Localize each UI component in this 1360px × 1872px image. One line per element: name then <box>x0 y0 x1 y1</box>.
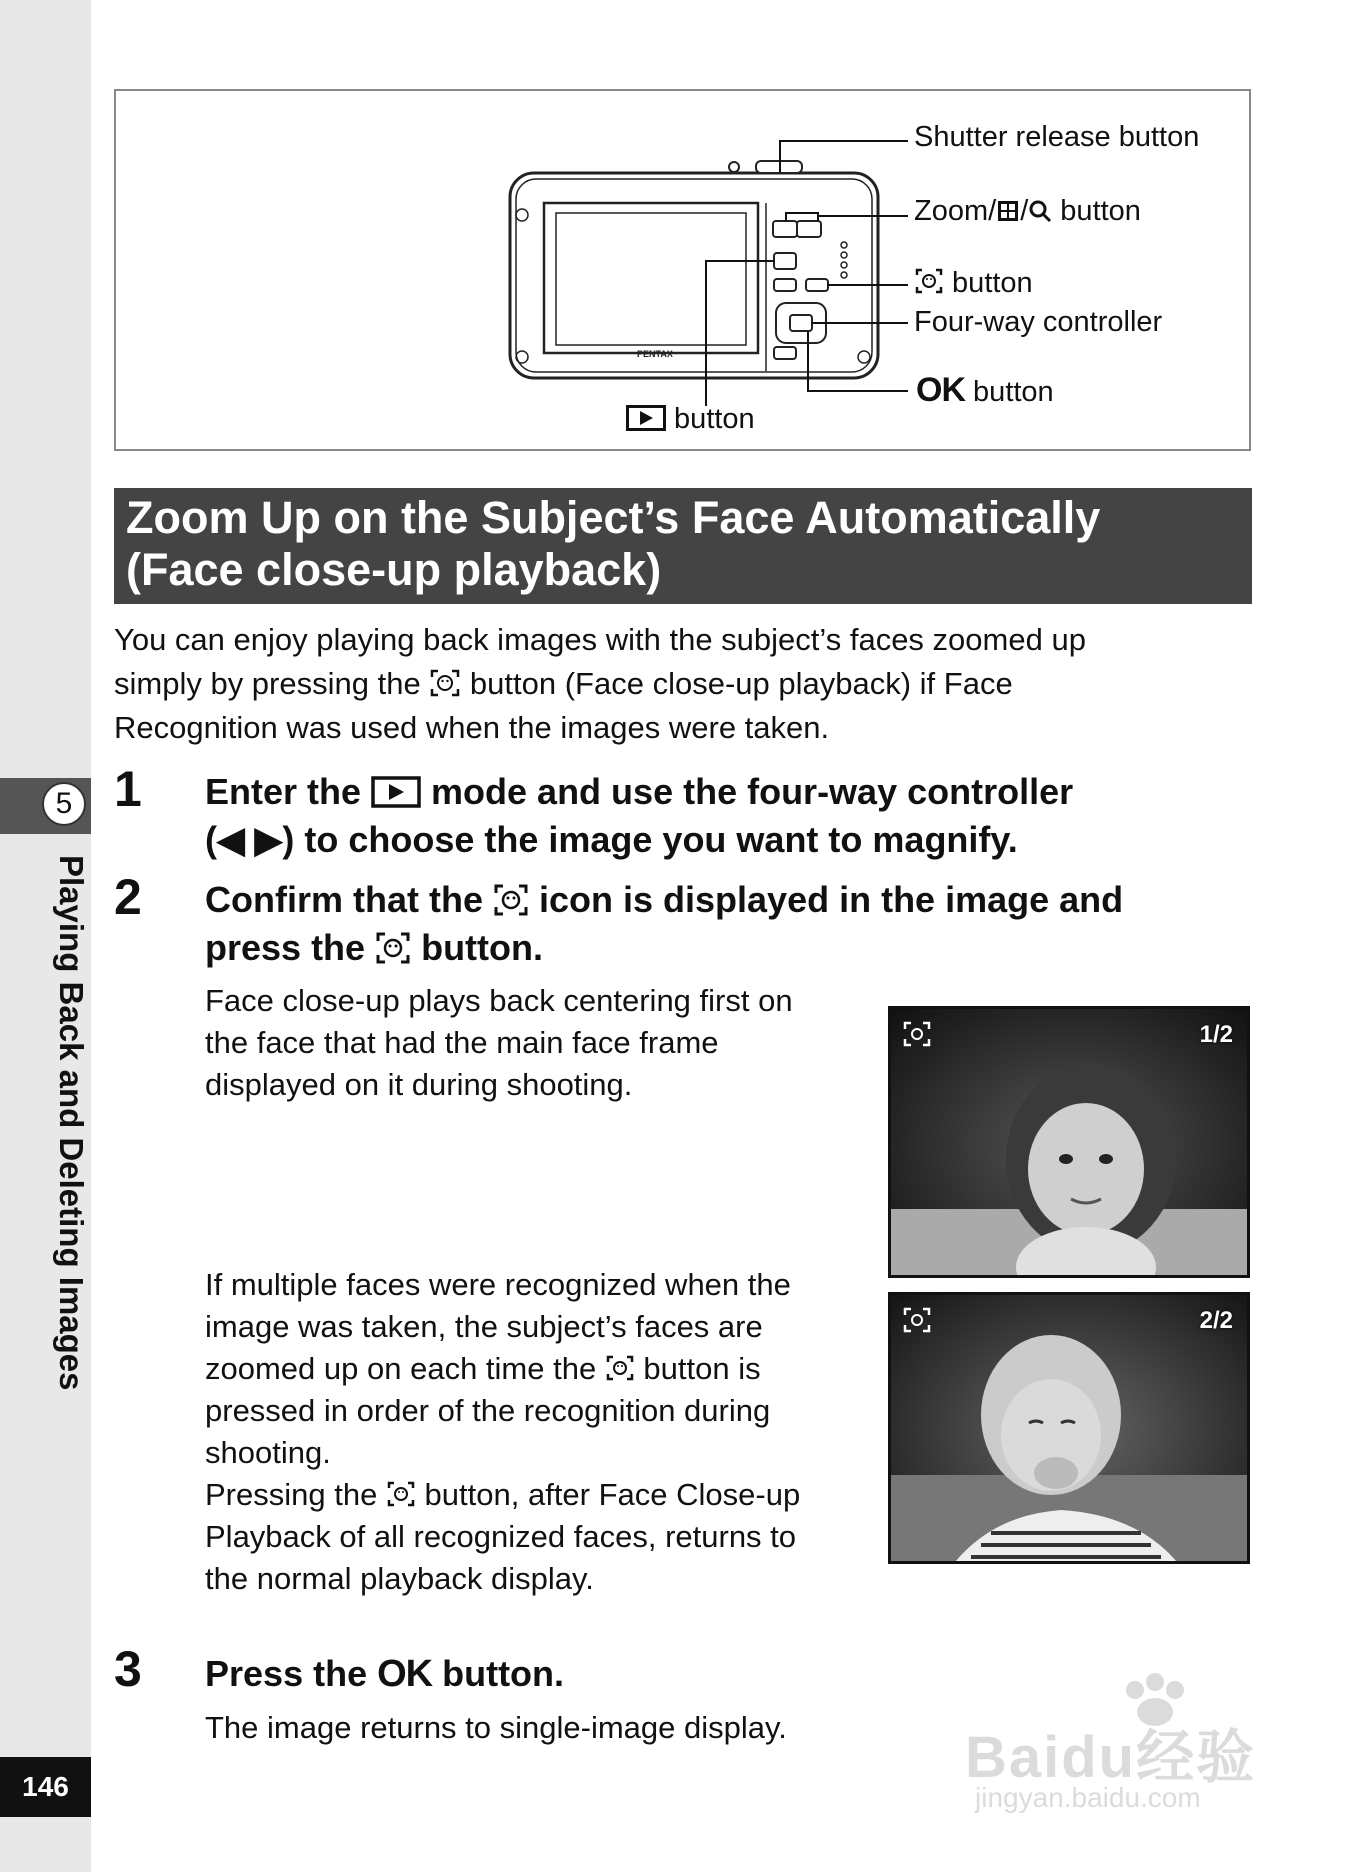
zoom-label: Zoom/ / button <box>914 195 1141 227</box>
step-3-text: Press the OK button. <box>205 1653 565 1695</box>
intro-paragraph: You can enjoy playing back images with the subject’s faces zoomed up simply by pressing the button (Face close-up playback) if Face Recognition was used when the images were taken. <box>114 622 1086 745</box>
playback-photo-1 <box>888 1006 1250 1278</box>
face-icon <box>914 267 944 295</box>
face-icon <box>903 1021 931 1047</box>
playback-icon <box>626 405 666 431</box>
watermark <box>965 1670 1295 1830</box>
face-icon <box>386 1480 416 1508</box>
camera-diagram <box>114 89 1251 451</box>
section-heading <box>114 488 1252 604</box>
step-2-number: 2 <box>114 869 142 925</box>
fourway-label: Four-way controller <box>914 306 1163 338</box>
ok-key: OK <box>377 1653 433 1695</box>
face-icon <box>605 1354 635 1382</box>
playback-button-label: button <box>626 403 755 436</box>
ok-button-label: OK button <box>916 371 1054 409</box>
chapter-number: 5 <box>42 782 86 826</box>
watermark-main: Baidu经验 <box>965 1725 1257 1790</box>
step-1-text: Enter the mode and use the four-way controller (◀ ▶) to choose the image you want to magnify. <box>205 771 1074 860</box>
camera-brand: PENTAX <box>637 349 673 359</box>
step-3-number: 3 <box>114 1641 142 1697</box>
section-title-line1: Zoom Up on the Subject’s Face Automatically <box>126 492 1101 543</box>
chapter-title: Playing Back and Deleting Images <box>53 855 90 1391</box>
section-title-line2: (Face close-up playback) <box>126 544 662 595</box>
face-button-label: button <box>914 267 1033 300</box>
shutter-label: Shutter release button <box>914 121 1200 153</box>
image-counter: 1/2 <box>1199 1021 1233 1048</box>
playback-icon <box>371 776 421 808</box>
face-icon <box>903 1307 931 1333</box>
step-3-description: The image returns to single-image display. <box>205 1710 787 1745</box>
child-face-photo <box>891 1295 1250 1564</box>
magnify-icon <box>1028 199 1052 223</box>
image-counter: 2/2 <box>1199 1307 1233 1334</box>
face-icon <box>493 883 529 917</box>
thumbnail-icon <box>996 199 1020 223</box>
step-1-number: 1 <box>114 761 142 817</box>
child-face-photo <box>891 1009 1250 1278</box>
step-2-description: Face close-up plays back centering first on the face that had the main face frame displayed on it during shooting. <box>205 983 793 1102</box>
face-icon <box>375 931 411 965</box>
page-number: 146 <box>0 1757 91 1817</box>
step-2-text: Confirm that the icon is displayed in the image and press the button. <box>205 879 1124 968</box>
step-2-multiple-faces: If multiple faces were recognized when the image was taken, the subject’s faces are zoomed up on each time the button is pressed in order of the recognition during shooting. Pressing the button, after Face Close-up Playback of all recognized faces, returns to the normal playback display. <box>205 1267 801 1596</box>
playback-photo-2 <box>888 1292 1250 1564</box>
face-icon <box>429 668 461 698</box>
watermark-sub: jingyan.baidu.com <box>975 1782 1201 1813</box>
